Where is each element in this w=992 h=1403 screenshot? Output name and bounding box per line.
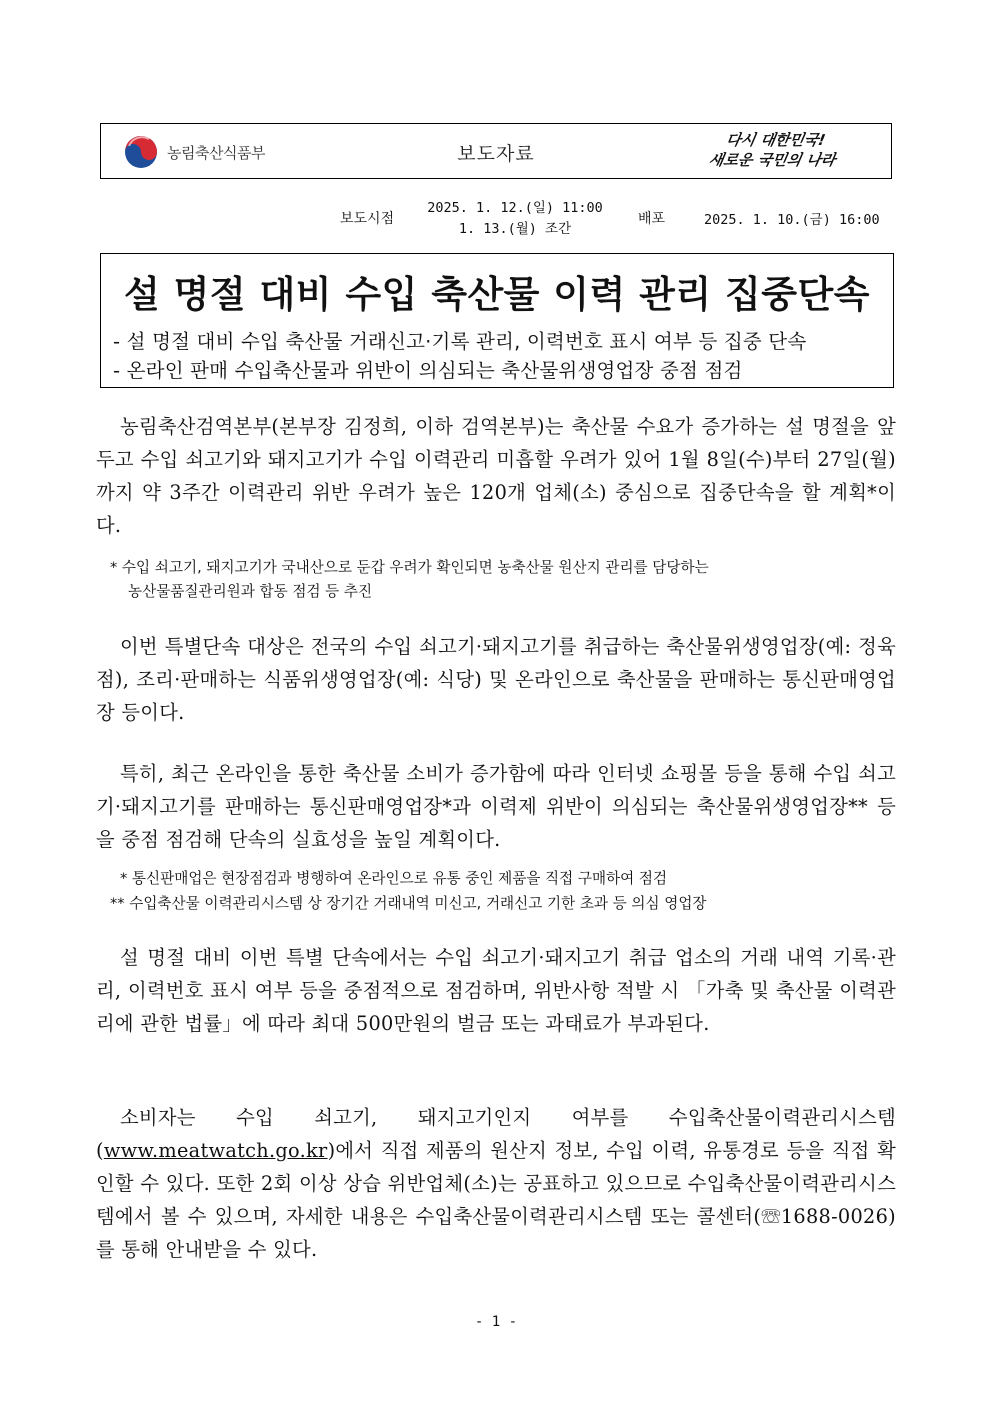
- page-number: - 1 -: [474, 1314, 518, 1330]
- header-box: [100, 123, 892, 179]
- meatwatch-link[interactable]: www.meatwatch.go.kr: [103, 1139, 328, 1162]
- release-label: 보도시점: [340, 211, 395, 227]
- slogan-line-2: 새로운 국민의 나라: [707, 151, 838, 169]
- page-title: 설 명절 대비 수입 축산물 이력 관리 집중단속: [123, 273, 871, 316]
- paragraph-4: 설 명절 대비 이번 특별 단속에서는 수입 쇠고기·돼지고기 취급 업소의 거래 내역 기록·관리, 이력번호 표시 여부 등을 중점적으로 점검하며, 위반사항 적발 시 「가축 및 축산물 이력관리에 관한 법률」에 따라 최대 500만원의 벌금 또는 과태료가 부과된다.: [96, 946, 896, 1035]
- title-box: [100, 253, 894, 388]
- release-info: [0, 196, 992, 240]
- paragraph-5-part-1: 소비자는 수입 쇠고기, 돼지고기인지 여부를 수입축산물이력관리시스템(: [96, 1106, 896, 1162]
- release-time-2: 1. 13.(월) 조간: [458, 221, 572, 237]
- paragraph-5-part-2: )에서 직접 제품의 원산지 정보, 수입 이력, 유통경로 등을 직접 확인할 수 있다. 또한 2회 이상 상습 위반업체(소)는 공표하고 있으므로 수입축산물이력관리시스템에서 볼 수 있으며, 자세한 내용은 수입축산물이력관리시스템 또는 콜센터(☏1688-0026)를 통해 안내받을 수 있다.: [96, 1139, 896, 1261]
- release-times: [420, 198, 610, 240]
- paragraph-1: 농림축산검역본부(본부장 김정희, 이하 검역본부)는 축산물 수요가 증가하는 설 명절을 앞두고 수입 쇠고기와 돼지고기가 수입 이력관리 미흡할 우려가 있어 1월 8일(수)부터 27일(월)까지 약 3주간 이력관리 위반 우려가 높은 120개 업체(소) 중심으로 집중단속을 할 계획*이다.: [96, 415, 896, 537]
- footnote-1-line-2: 농산물품질관리원과 합동 점검 등 추진: [128, 583, 373, 600]
- org-name: 농림축산식품부: [167, 143, 265, 162]
- paragraph-5: [96, 1101, 896, 1266]
- footnote-3: ** 수입축산물 이력관리시스템 상 장기간 거래내역 미신고, 거래신고 기한 초과 등 의심 영업장: [110, 895, 707, 912]
- footnote-2: * 통신판매업은 현장점검과 병행하여 온라인으로 유통 중인 제품을 직접 구매하여 점검: [120, 870, 668, 887]
- subtitle-1: - 설 명절 대비 수입 축산물 거래신고·기록 관리, 이력번호 표시 여부 등 집중 단속: [113, 330, 807, 353]
- doc-type-label: 보도자료: [457, 143, 535, 165]
- slogan-line-1: 다시 대한민국!: [724, 131, 827, 149]
- subtitle-2: - 온라인 판매 수입축산물과 위반이 의심되는 축산물위생영업장 중점 점검: [113, 359, 743, 382]
- footnote-1-line-1: * 수입 쇠고기, 돼지고기가 국내산으로 둔갑 우려가 확인되면 농축산물 원산지 관리를 담당하는: [110, 559, 709, 576]
- slogan: [685, 130, 862, 170]
- distribution-label: 배포: [638, 211, 666, 227]
- paragraph-3: 특히, 최근 온라인을 통한 축산물 소비가 증가함에 따라 인터넷 쇼핑몰 등을 통해 수입 쇠고기·돼지고기를 판매하는 통신판매영업장*과 이력제 위반이 의심되는 축산물위생영업장** 등을 중점 점검해 단속의 실효성을 높일 계획이다.: [96, 762, 896, 851]
- release-time-1: 2025. 1. 12.(일) 11:00: [427, 200, 603, 216]
- distribution-time: 2025. 1. 10.(금) 16:00: [704, 212, 880, 228]
- footnote-1: [110, 556, 900, 604]
- paragraph-2: 이번 특별단속 대상은 전국의 수입 쇠고기·돼지고기를 취급하는 축산물위생영업장(예: 정육점), 조리·판매하는 식품위생영업장(예: 식당) 및 온라인으로 축산물을 판매하는 통신판매영업장 등이다.: [96, 635, 896, 724]
